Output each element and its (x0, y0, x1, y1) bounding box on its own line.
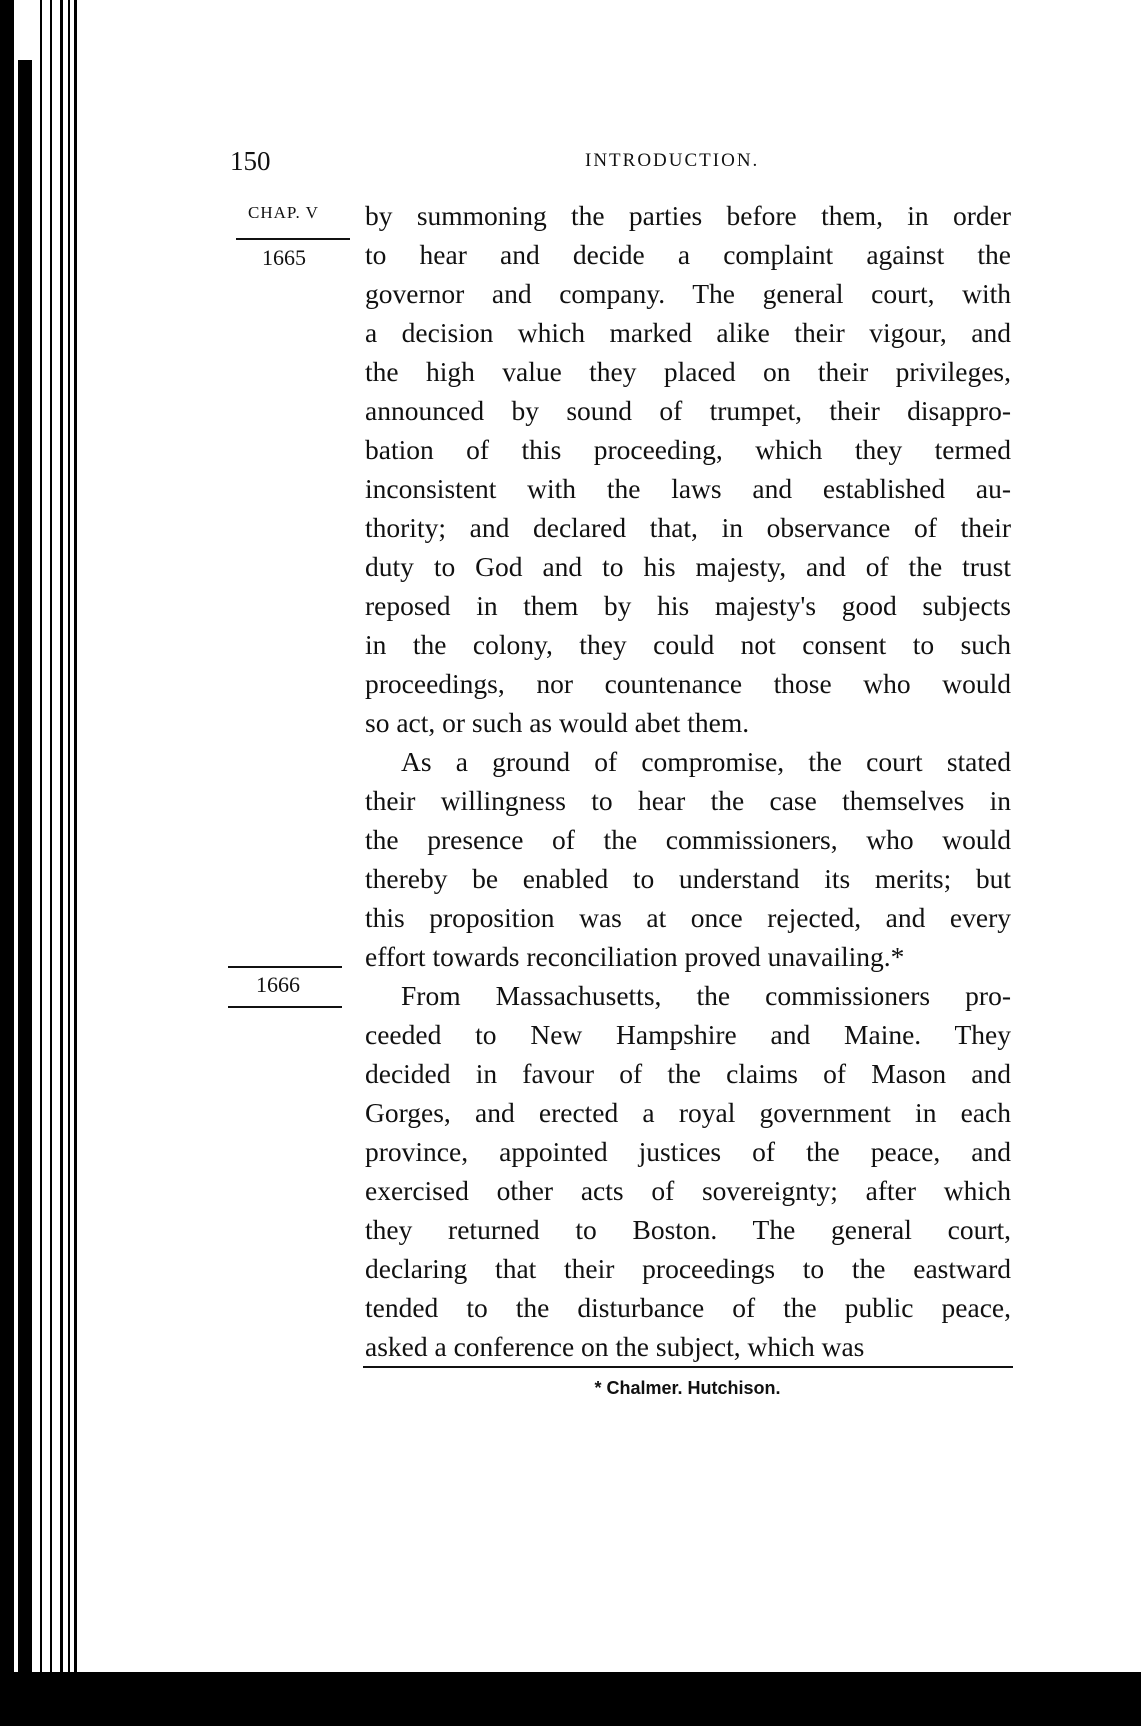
text-line: From Massachusetts, the commissioners pro- (401, 980, 1011, 1011)
text-line: duty to God and to his majesty, and of the trust (365, 551, 1011, 582)
text-line: bation of this proceeding, which they termed (365, 434, 1011, 465)
text-line: announced by sound of trumpet, their disappro- (365, 395, 1011, 426)
text-line: their willingness to hear the case themselves in (365, 785, 1011, 816)
text-line: the presence of the commissioners, who would (365, 824, 1011, 855)
scan-line (40, 0, 42, 1690)
scan-edge-left (0, 0, 14, 1726)
margin-rule (236, 238, 350, 240)
text-line: As a ground of compromise, the court stated (401, 746, 1011, 777)
text-line: they returned to Boston. The general court, (365, 1214, 1011, 1245)
margin-rule (228, 966, 342, 968)
body-text (365, 196, 1011, 1366)
paragraph (365, 976, 1011, 1366)
text-line: province, appointed justices of the peace, and (365, 1136, 1011, 1167)
scan-edge-left-inner (18, 60, 32, 1680)
text-line: inconsistent with the laws and established au- (365, 473, 1011, 504)
running-title: INTRODUCTION. (585, 150, 760, 171)
text-line: Gorges, and erected a royal government in each (365, 1097, 1011, 1128)
margin-year-1666: 1666 (256, 972, 300, 997)
text-line: by summoning the parties before them, in order (365, 200, 1011, 231)
margin-chapter: CHAP. V (248, 203, 319, 222)
margin-rule (228, 1006, 342, 1008)
footnote: * Chalmer. Hutchison. (594, 1378, 781, 1398)
text-line: thereby be enabled to understand its merits; but (365, 863, 1011, 894)
text-line: declaring that their proceedings to the eastward (365, 1253, 1011, 1284)
text-line: effort towards reconciliation proved unavailing.* (365, 941, 905, 972)
scan-line (68, 0, 70, 1690)
margin-year-1665: 1665 (262, 245, 306, 270)
text-line: so act, or such as would abet them. (365, 707, 750, 738)
text-line: decided in favour of the claims of Mason and (365, 1058, 1011, 1089)
scan-line (50, 0, 52, 1690)
text-line: exercised other acts of sovereignty; after which (365, 1175, 1011, 1206)
scan-edge-bottom (10, 1672, 1141, 1726)
text-line: reposed in them by his majesty's good subjects (365, 590, 1011, 621)
text-line: thority; and declared that, in observance of their (365, 512, 1011, 543)
scan-line (60, 0, 63, 1690)
text-line: the high value they placed on their privileges, (365, 356, 1011, 387)
text-line: governor and company. The general court, with (365, 278, 1011, 309)
page-number: 150 (230, 146, 271, 176)
footnote-rule (363, 1366, 1013, 1368)
paragraph (365, 196, 1011, 742)
text-line: ceeded to New Hampshire and Maine. They (365, 1019, 1011, 1050)
scan-line (74, 0, 77, 1700)
text-line: in the colony, they could not consent to such (365, 629, 1011, 660)
text-line: asked a conference on the subject, which was (365, 1331, 865, 1362)
text-line: to hear and decide a complaint against the (365, 239, 1011, 270)
text-line: proceedings, nor countenance those who would (365, 668, 1011, 699)
text-line: tended to the disturbance of the public peace, (365, 1292, 1011, 1323)
text-line: a decision which marked alike their vigour, and (365, 317, 1011, 348)
text-line: this proposition was at once rejected, and every (365, 902, 1011, 933)
paragraph (365, 742, 1011, 976)
